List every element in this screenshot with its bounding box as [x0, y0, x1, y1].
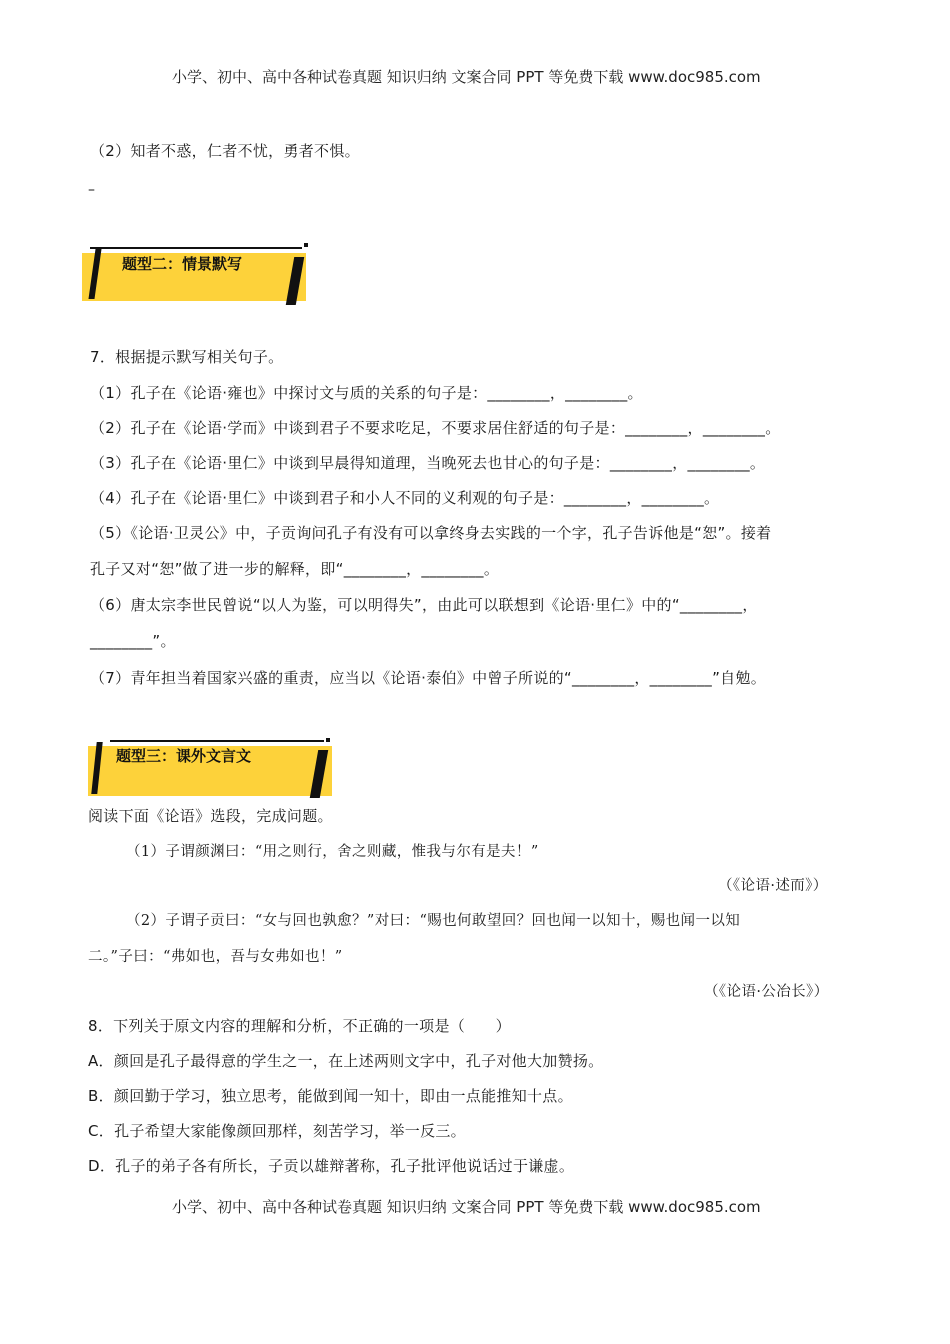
q7-item: （1）孔子在《论语·雍也》中探讨文与质的关系的句子是：________，________。: [90, 384, 643, 402]
q7-item: （7）青年担当着国家兴盛的重责，应当以《论语·泰伯》中曾子所说的“________，________”自勉。: [90, 669, 767, 687]
q7-stem: 7．根据提示默写相关句子。: [90, 348, 284, 366]
passage-intro: 阅读下面《论语》选段，完成问题。: [88, 807, 333, 825]
q8-option-a: A．颜回是孔子最得意的学生之一，在上述两则文字中，孔子对他大加赞扬。: [88, 1052, 604, 1070]
page-footer: 小学、初中、高中各种试卷真题 知识归纳 文案合同 PPT 等免费下载 www.doc985.com: [172, 1198, 761, 1216]
passage-1: （1）子谓颜渊曰：“用之则行，舍之则藏，惟我与尔有是夫！”: [126, 844, 539, 860]
q8-option-d: D．孔子的弟子各有所长，子贡以雄辩著称，孔子批评他说话过于谦虚。: [88, 1157, 575, 1175]
section-title-3: 题型三：课外文言文: [116, 747, 252, 765]
q8-option-b: B．颜回勤于学习，独立思考，能做到闻一知十，即由一点能推知十点。: [88, 1087, 573, 1105]
q7-item: （2）孔子在《论语·学而》中谈到君子不要求吃足，不要求居住舒适的句子是：________，________。: [90, 419, 781, 437]
passage-2-line2: 二。”子曰：“弗如也，吾与女弗如也！”: [88, 949, 343, 965]
q7-item: ________”。: [90, 632, 176, 650]
q8-option-c: C．孔子希望大家能像颜回那样，刻苦学习，举一反三。: [88, 1122, 466, 1140]
blank-dash: –: [88, 182, 95, 198]
q7-item: （4）孔子在《论语·里仁》中谈到君子和小人不同的义利观的句子是：________，________。: [90, 489, 720, 507]
page-header: 小学、初中、高中各种试卷真题 知识归纳 文案合同 PPT 等免费下载 www.doc985.com: [172, 68, 761, 86]
q7-item: （5）《论语·卫灵公》中，子贡询问孔子有没有可以拿终身去实践的一个字，孔子告诉他是“恕”。接着: [90, 524, 772, 542]
section-banner-3: [88, 738, 334, 800]
section-title-2: 题型二：情景默写: [122, 255, 243, 273]
q7-item: 孔子又对“恕”做了进一步的解释，即“________，________。: [90, 560, 500, 578]
section-banner-2: [82, 243, 308, 305]
passage-2-source: （《论语·公冶长》）: [704, 984, 829, 1000]
q7-item: （6）唐太宗李世民曾说“以人为鉴，可以明得失”，由此可以联想到《论语·里仁》中的“________，: [90, 596, 758, 614]
passage-2-line1: （2）子谓子贡曰：“女与回也孰愈？”对曰：“赐也何敢望回？回也闻一以知十，赐也闻一以知: [126, 913, 741, 929]
q8-stem: 8．下列关于原文内容的理解和分析，不正确的一项是（ ）: [88, 1017, 511, 1035]
prev-item-2: （2）知者不惑，仁者不忧，勇者不惧。: [90, 142, 360, 160]
passage-1-source: （《论语·述而》）: [718, 878, 828, 894]
q7-item: （3）孔子在《论语·里仁》中谈到早晨得知道理，当晚死去也甘心的句子是：________，________。: [90, 454, 766, 472]
